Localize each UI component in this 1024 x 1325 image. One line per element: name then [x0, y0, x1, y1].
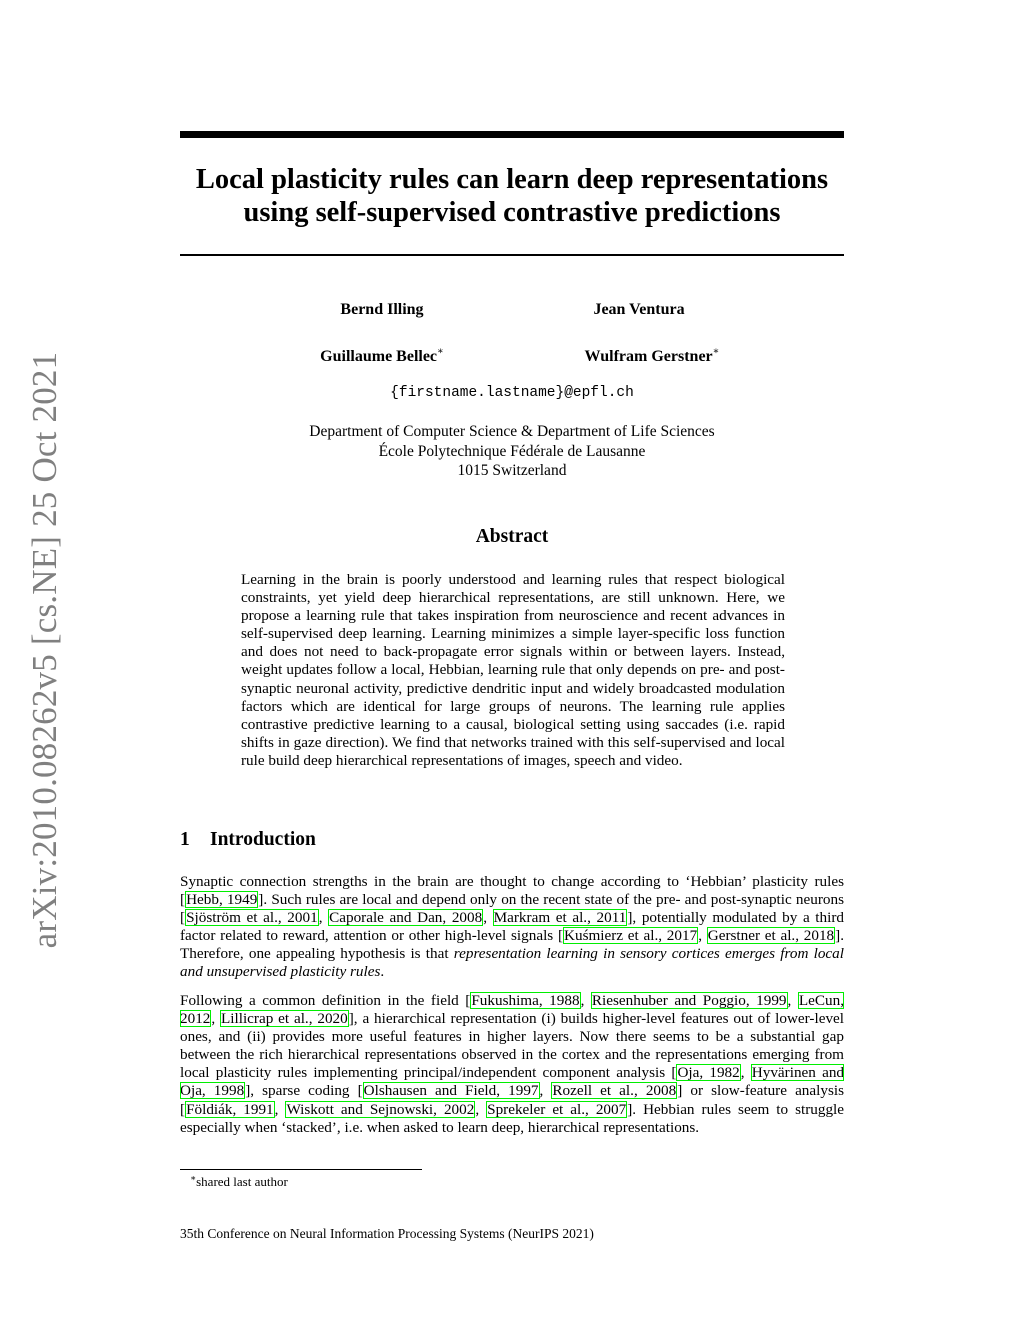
author-4: Wulfram Gerstner∗ [584, 346, 720, 365]
citation-link[interactable]: Sprekeler et al., 2007 [487, 1100, 627, 1118]
citation-link[interactable]: Lillicrap et al., 2020 [221, 1010, 348, 1028]
emphasized-hypothesis: representation learning in sensory cortices emerges from local and unsupervised plasticity rules [180, 945, 844, 981]
title-bottom-rule [180, 254, 844, 256]
title-line-2: using self-supervised contrastive predictions [243, 197, 781, 228]
citation-link[interactable]: Olshausen and Field, 1997 [363, 1082, 539, 1100]
venue-footer: 35th Conference on Neural Information Processing Systems (NeurIPS 2021) [180, 1226, 594, 1241]
citation-link[interactable]: Földiák, 1991 [186, 1100, 274, 1118]
section-title: Introduction [210, 829, 316, 850]
section-heading [180, 829, 316, 851]
footnote [190, 1174, 288, 1190]
shared-author-mark: ∗ [437, 346, 444, 357]
citation-link[interactable]: Oja, 1982 [677, 1064, 740, 1082]
author-email: {firstname.lastname}@epfl.ch [390, 385, 634, 401]
citation-link[interactable]: Markram et al., 2011 [493, 909, 627, 927]
citation-link[interactable]: Hyvärinen and Oja, 1998 [180, 1064, 845, 1100]
footnote-mark: ∗ [190, 1173, 197, 1183]
citation-link[interactable]: Kuśmierz et al., 2017 [564, 927, 698, 945]
author-1: Bernd Illing [340, 301, 424, 318]
affiliation-line-1: Department of Computer Science & Department of Life Sciences [309, 423, 715, 440]
intro-paragraph-2: Following a common definition in the field [Fukushima, 1988, Riesenhuber and Poggio, 1999, LeCun, 2012, Lillicrap et al., 2020], a hierarchical representation (i) builds higher-level features out of lower-level ones, and (ii) provides more useful features in higher layers. Now there seems to be a substantial gap between the rich hierarchical representations observed in the cortex and the representations emerging from local plasticity rules implementing principal/independent component analysis [Oja, 1982, Hyvärinen and Oja, 1998], sparse coding [Olshausen and Field, 1997, Rozell et al., 2008] or slow-feature analysis [Földiák, 1991, Wiskott and Sejnowski, 2002, Sprekeler et al., 2007]. Hebbian rules seem to struggle especially when ‘stacked’, i.e. when asked to learn deep, hierarchical representations. [180, 992, 845, 1136]
citation-link[interactable]: Wiskott and Sejnowski, 2002 [286, 1100, 475, 1118]
footnote-rule [180, 1169, 422, 1170]
author-3: Guillaume Bellec∗ [320, 346, 444, 365]
citation-link[interactable]: Rozell et al., 2008 [552, 1082, 677, 1100]
affiliation-line-2: École Polytechnique Fédérale de Lausanne [378, 443, 646, 460]
citation-link[interactable]: LeCun, 2012 [180, 992, 844, 1028]
shared-author-mark: ∗ [712, 346, 720, 357]
arxiv-sidebar-stamp: arXiv:2010.08262v5 [cs.NE] 25 Oct 2021 [25, 351, 64, 949]
citation-link[interactable]: Riesenhuber and Poggio, 1999 [591, 992, 787, 1009]
abstract-text: Learning in the brain is poorly understood and learning rules that respect biological constraints, yet yield deep hierarchical representations, are still unknown. Here, we propose a learning rule that takes inspiration from neuroscience and recent advances in self-supervised deep learning. Learning minimizes a simple layer-specific loss function and does not need to back-propagate error signals within or between layers. Instead, weight updates follow a local, Hebbian, learning rule that only depends on pre- and post-synaptic neuronal activity, predictive dendritic input and widely broadcasted modulation factors which are identical for large groups of neurons. The learning rule applies contrastive predictive learning to a causal, biological setting using saccades (i.e. rapid shifts in gaze direction). We find that networks trained with this self-supervised and local rule build deep hierarchical representations of images, speech and video. [241, 571, 785, 769]
affiliation-line-3: 1015 Switzerland [457, 462, 567, 479]
citation-link[interactable]: Caporale and Dan, 2008 [329, 909, 483, 927]
abstract-heading: Abstract [475, 526, 549, 547]
title-line-1: Local plasticity rules can learn deep representations [195, 164, 829, 195]
citation-link[interactable]: Fukushima, 1988 [471, 992, 580, 1009]
footnote-text: shared last author [196, 1174, 288, 1189]
section-number: 1 [180, 829, 190, 850]
intro-paragraph-1: Synaptic connection strengths in the brain are thought to change according to ‘Hebbian’ plasticity rules [Hebb, 1949]. Such rules are local and depend only on the recent state of the pre- and post-synaptic neurons [Sjöström et al., 2001, Caporale and Dan, 2008, Markram et al., 2011], potentially modulated by a third factor related to reward, attention or other high-level signals [Kuśmierz et al., 2017, Gerstner et al., 2018]. Therefore, one appealing hypothesis is that representation learning in sensory cortices emerges from local and unsupervised plasticity rules. [180, 873, 845, 981]
citation-link[interactable]: Sjöström et al., 2001 [186, 909, 318, 927]
paper-title [180, 163, 844, 229]
title-top-rule [180, 131, 844, 138]
citation-link[interactable]: Gerstner et al., 2018 [707, 927, 835, 945]
author-2: Jean Ventura [593, 301, 685, 318]
citation-link[interactable]: Hebb, 1949 [186, 891, 258, 909]
